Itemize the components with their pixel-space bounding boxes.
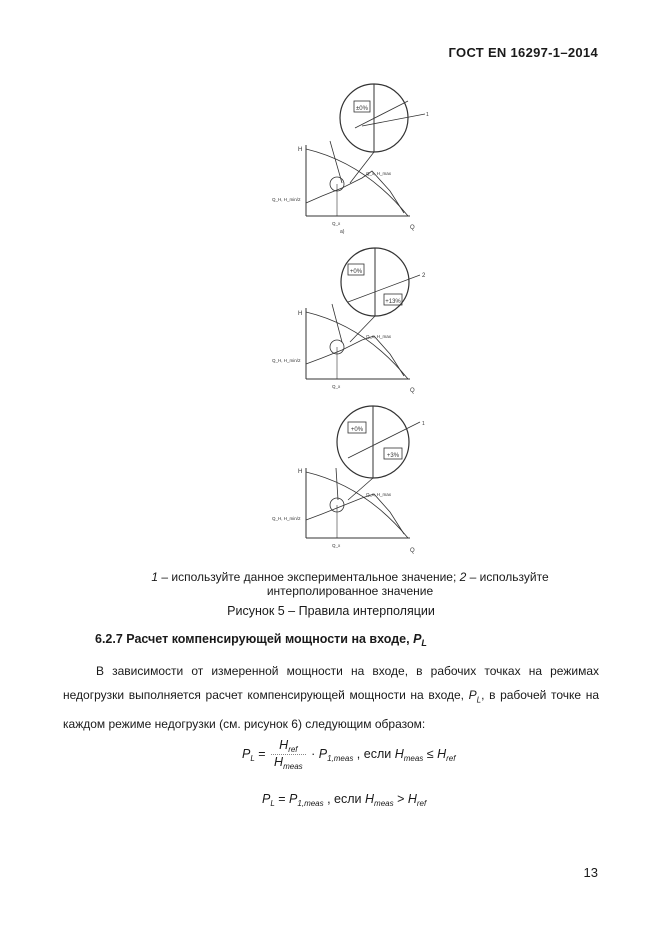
zoom-label-c-2: +3% (386, 453, 400, 459)
section-symbol-subscript: L (421, 638, 427, 648)
document-header-code: ГОСТ EN 16297-1–2014 (448, 45, 598, 60)
formula2-operator: > (393, 792, 408, 806)
page-number: 13 (583, 865, 598, 880)
zoom-label-a-1: ±0% (356, 106, 368, 112)
section-heading (95, 632, 427, 648)
formula1-denominator-sub: meas (283, 762, 303, 771)
interpolation-chart-b (270, 242, 440, 392)
y-axis-label-c: H (298, 469, 303, 475)
formula1-condition: , если (353, 746, 395, 761)
x-axis-label-b: Q (410, 388, 415, 394)
interpolation-chart-c (270, 400, 440, 555)
formula2-h1: H (365, 792, 375, 806)
legend-text-line-2: интерполированное значение (266, 584, 434, 598)
formula2-lhs: P (262, 792, 271, 806)
y-axis-label-a: H (298, 147, 303, 153)
left-mark-b: Q_H, H_min/2 (272, 358, 301, 363)
body-paragraph (63, 659, 599, 736)
formula2-h1-sub: meas (374, 799, 394, 808)
legend-number-2: 2 (459, 570, 467, 584)
formula2-h2: H (407, 792, 417, 806)
figure-panel-c (270, 400, 430, 555)
legend-text-2: – используйте (466, 570, 549, 584)
formula1-power: P (318, 746, 328, 761)
zoom-label-b-2: +13% (385, 299, 401, 305)
formula1-fraction (271, 738, 306, 771)
formula1-lhs-sub: L (250, 753, 255, 763)
top-mark-b: Q_x, H_max (366, 334, 392, 339)
paragraph-symbol-subscript: L (476, 695, 482, 705)
section-number: 6.2.7 (95, 632, 123, 646)
formula-1 (242, 738, 455, 771)
formula1-h1: H (394, 746, 404, 761)
formula1-power-sub: 1,meas (327, 753, 354, 763)
formula1-numerator-sub: ref (288, 745, 298, 754)
formula2-power: P (289, 792, 298, 806)
formula2-lhs-sub: L (270, 799, 275, 808)
formula2-condition: , если (323, 792, 365, 806)
left-mark-c: Q_H, H_min/2 (272, 516, 301, 521)
formula2-equals: = (274, 792, 290, 806)
figure-caption: Рисунок 5 – Правила интерполяции (227, 604, 435, 618)
figure-panel-b (270, 242, 430, 392)
paragraph-text-1: В зависимости от измеренной мощности на входе, в рабочих точках на режимах недогрузки выполняется расчет компенсирующей мощности на входе, (63, 664, 599, 702)
section-symbol: P (413, 632, 422, 646)
formula1-operator: ≤ (423, 746, 438, 761)
figure-panel-a (270, 83, 430, 233)
formula1-denominator: H (274, 755, 284, 769)
legend-number-1: 1 (151, 570, 159, 584)
zoom-number-a: 1 (426, 112, 429, 118)
interpolation-chart-a (270, 83, 440, 233)
top-mark-c: Q_x, H_max (366, 492, 392, 497)
formula-2 (262, 792, 426, 808)
formula1-h2: H (437, 746, 447, 761)
zoom-number-c: 1 (422, 421, 425, 427)
zoom-label-b-1: +0% (349, 269, 363, 275)
formula1-h2-sub: ref (446, 753, 456, 763)
paragraph-text-2: , в рабочей точке на каждом режиме недогрузки (см. рисунок 6) следующим образом: (63, 688, 599, 732)
q-mark-a: Q_x (332, 221, 341, 226)
figure-legend (100, 570, 600, 598)
zoom-label-c-1: +0% (350, 427, 364, 433)
formula1-numerator: H (279, 738, 289, 752)
top-mark-a: Q_x, H_max (366, 171, 392, 176)
legend-text-1: – используйте данное экспериментальное значение; (158, 570, 460, 584)
paragraph-symbol: P (468, 688, 477, 702)
zoom-number-b: 2 (422, 273, 426, 279)
q-mark-c: Q_x (332, 543, 341, 548)
sub-label-a: a) (340, 229, 345, 235)
section-title: Расчет компенсирующей мощности на входе, (126, 632, 414, 646)
formula2-h2-sub: ref (416, 799, 427, 808)
left-mark-a: Q_H, H_min/2 (272, 197, 301, 202)
formula1-multiply: · (307, 746, 319, 761)
x-axis-label-a: Q (410, 225, 415, 231)
formula1-h1-sub: meas (403, 753, 424, 763)
y-axis-label-b: H (298, 311, 303, 317)
x-axis-label-c: Q (410, 548, 415, 554)
formula1-lhs: P (242, 746, 251, 761)
formula1-equals: = (254, 746, 270, 761)
formula2-power-sub: 1,meas (297, 799, 324, 808)
q-mark-b: Q_x (332, 384, 341, 389)
